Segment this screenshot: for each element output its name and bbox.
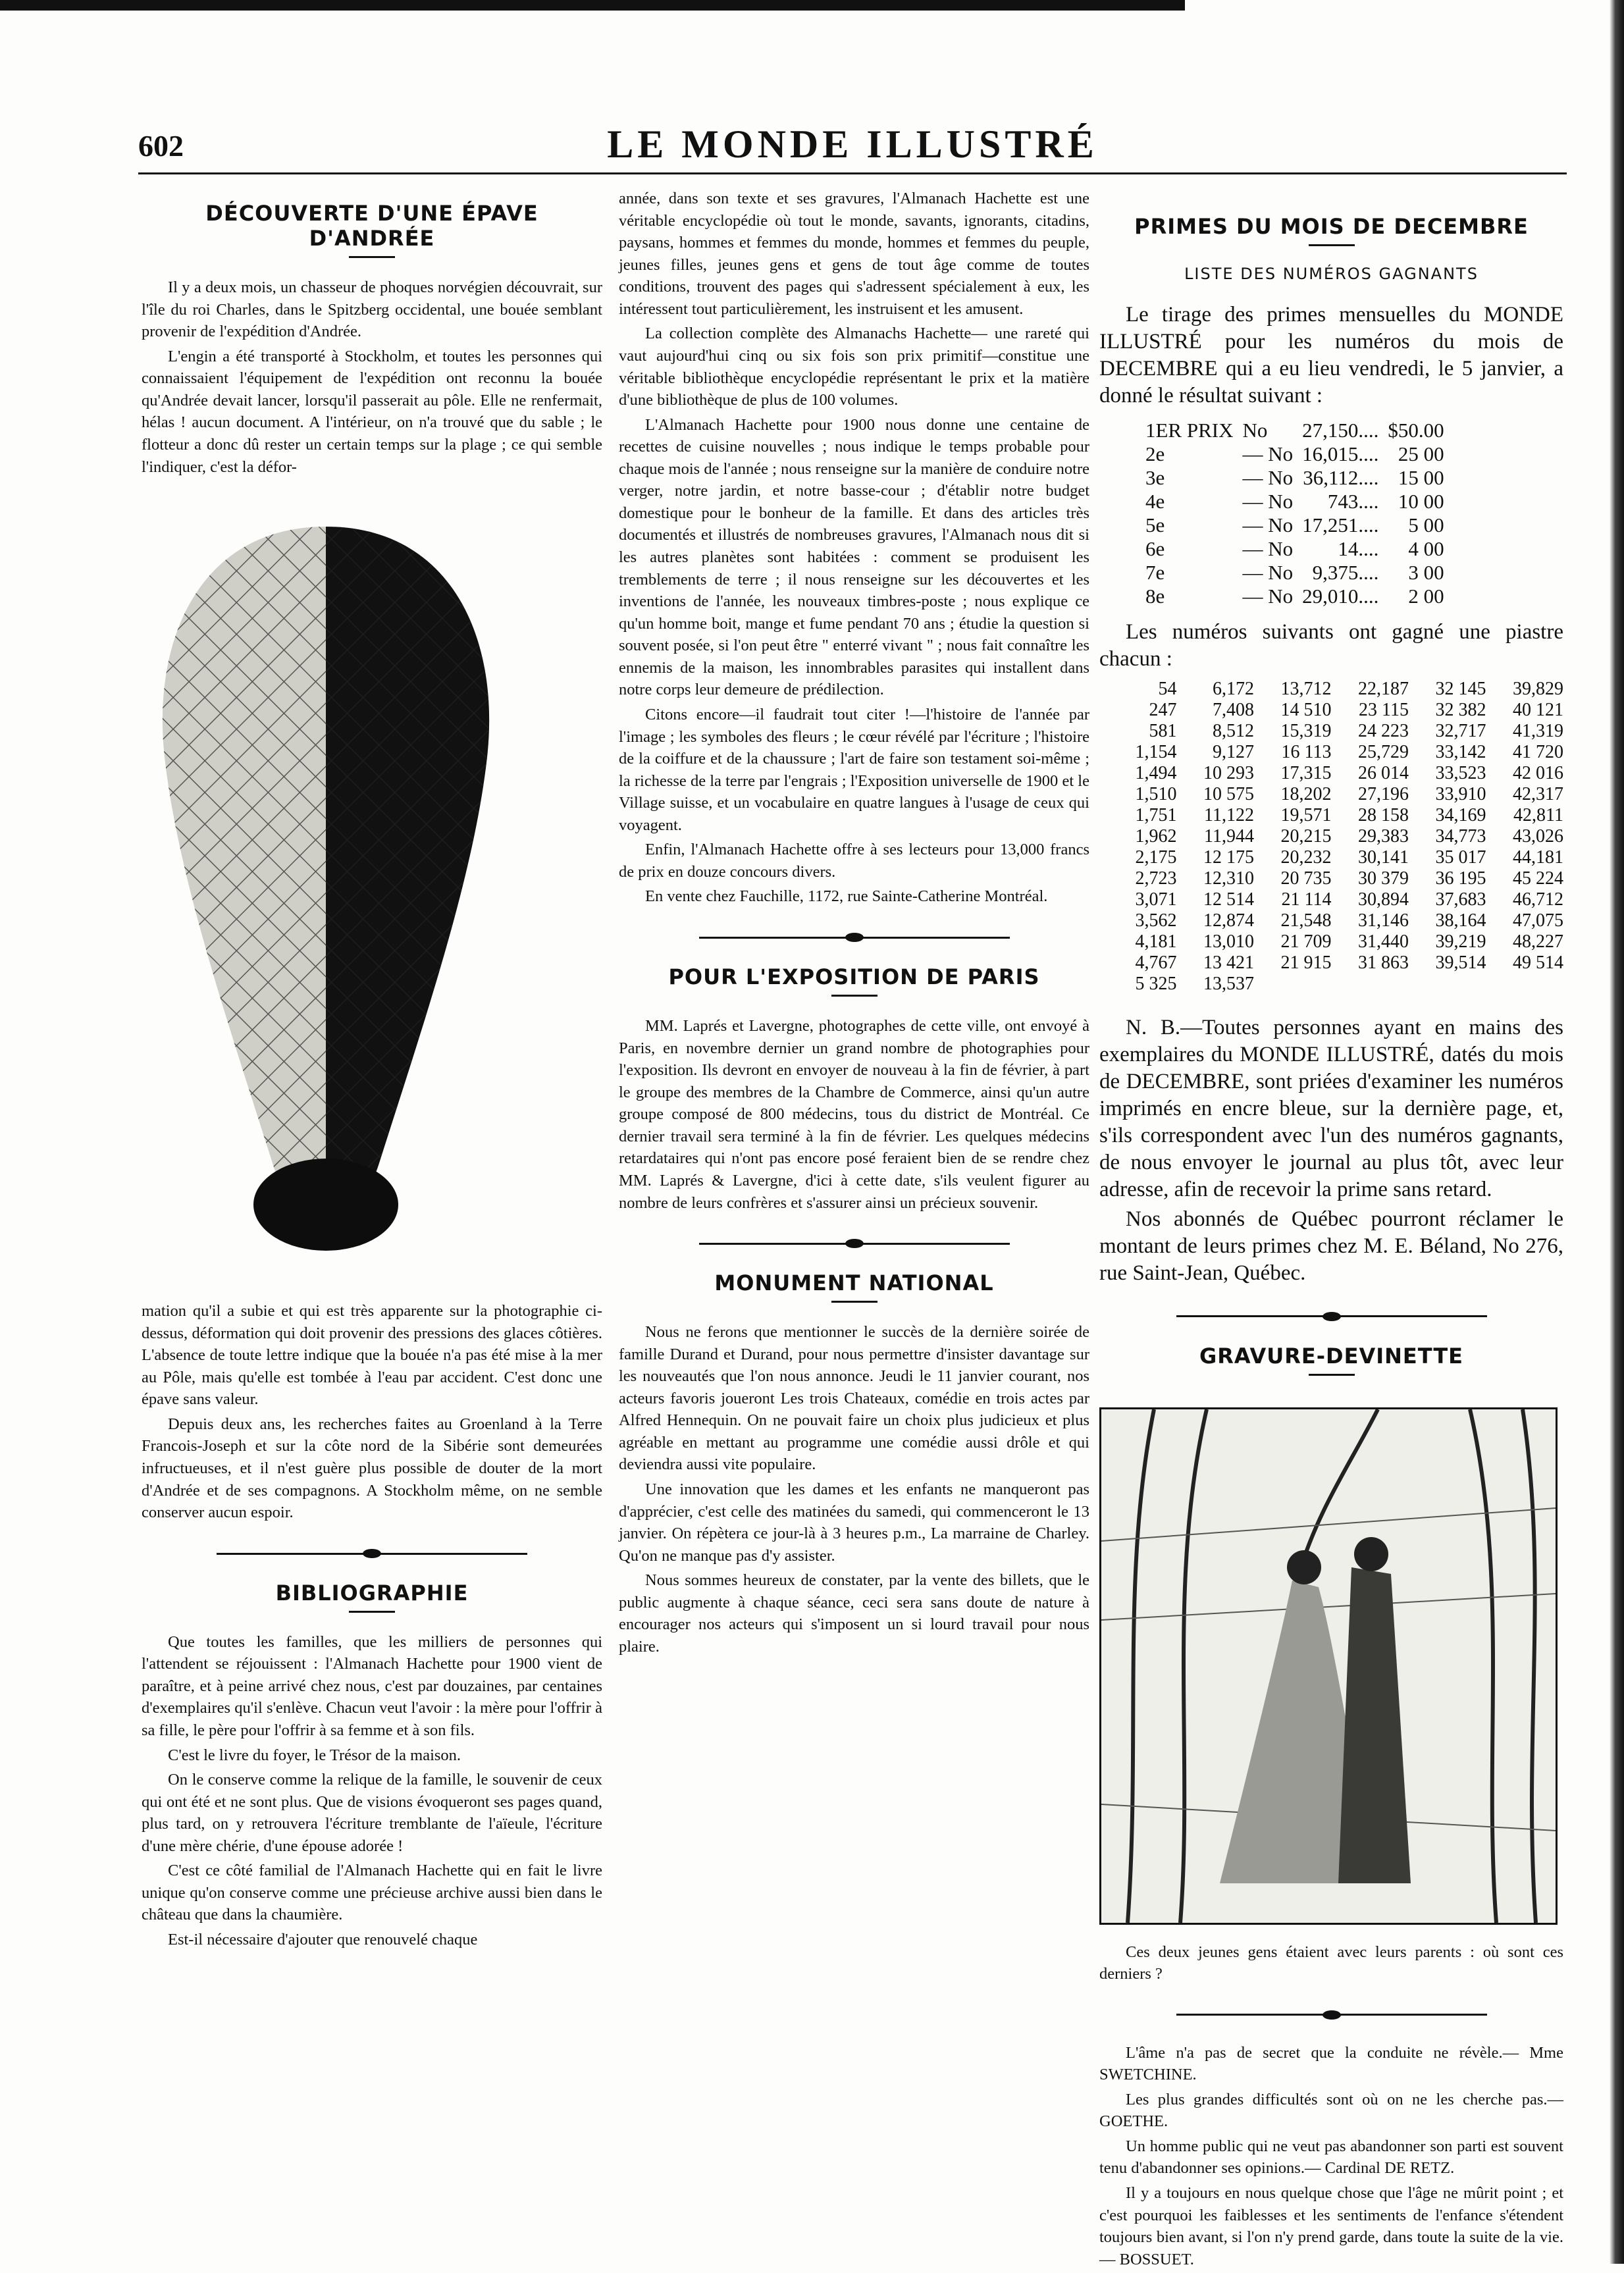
prize-row bbox=[1145, 585, 1454, 608]
prize-cell: 9,375.... bbox=[1312, 560, 1379, 584]
title-rule bbox=[1309, 1374, 1355, 1376]
number-cell: 16 113 bbox=[1281, 742, 1332, 763]
number-cell: 21 915 bbox=[1280, 953, 1332, 974]
number-cell: 2,723 bbox=[1135, 868, 1177, 889]
number-cell: 23 115 bbox=[1359, 700, 1409, 721]
prize-cell: 2e bbox=[1145, 442, 1165, 465]
monument-para: Une innovation que les dames et les enfants ne manqueront pas d'apprécier, c'est celle des matinées du samedi, qui commenceront le 13 janvier. On répètera ce jour-là à 3 heures p.m., La marraine de Charley. Qu'on ne manque pas d'y assister. bbox=[619, 1480, 1089, 1565]
number-cell: 581 bbox=[1149, 721, 1177, 742]
prize-cell: — No bbox=[1242, 489, 1294, 513]
biblio-para: C'est le livre du foyer, le Trésor de la maison. bbox=[168, 1746, 461, 1764]
maxim: Un homme public qui ne veut pas abandonner son parti est souvent tenu d'abandonner ses opinions.— Cardinal DE RETZ. bbox=[1099, 2137, 1563, 2178]
primes-title: PRIMES DU MOIS DE DECEMBRE bbox=[1134, 214, 1529, 239]
primes-intro: Le tirage des primes mensuelles du MONDE ILLUSTRÉ pour les numéros du mois de DECEMBRE qui a eu lieu vendredi, le 5 janvier, a donné le résultat suivant : bbox=[1099, 303, 1563, 407]
number-cell: 43,026 bbox=[1513, 826, 1563, 847]
prize-cell: 6e bbox=[1145, 536, 1165, 560]
number-cell: 33,523 bbox=[1435, 763, 1486, 784]
prize-cell: 36,112.... bbox=[1303, 465, 1379, 489]
monument-title: MONUMENT NATIONAL bbox=[714, 1270, 994, 1296]
number-cell: 1,751 bbox=[1135, 805, 1177, 826]
number-cell: 9,127 bbox=[1213, 742, 1254, 763]
prize-cell: 1ER PRIX bbox=[1145, 418, 1234, 442]
numbers-row bbox=[1099, 784, 1563, 805]
number-cell: 20,215 bbox=[1280, 826, 1332, 847]
prize-cell: 16,015.... bbox=[1302, 442, 1379, 465]
number-cell: 35 017 bbox=[1435, 847, 1486, 868]
number-cell: 24 223 bbox=[1358, 721, 1409, 742]
numbers-row bbox=[1099, 889, 1563, 910]
prize-row bbox=[1145, 537, 1454, 561]
prize-cell: 5e bbox=[1145, 513, 1165, 536]
biblio-cont-para: Enfin, l'Almanach Hachette offre à ses lecteurs pour 13,000 francs de prix en douze concours divers. bbox=[619, 841, 1089, 881]
number-cell: 33,910 bbox=[1435, 784, 1486, 805]
numbers-row bbox=[1099, 805, 1563, 826]
number-cell: 13,712 bbox=[1280, 679, 1332, 700]
number-cell: 10 293 bbox=[1203, 763, 1254, 784]
number-cell: 42,317 bbox=[1513, 784, 1563, 805]
number-cell: 31,146 bbox=[1358, 910, 1409, 931]
prize-row bbox=[1145, 490, 1454, 513]
number-cell: 40 121 bbox=[1513, 700, 1563, 721]
nb-para: Nos abonnés de Québec pourront réclamer le montant de leurs primes chez M. E. Béland, No 276, rue Saint-Jean, Québec. bbox=[1099, 1207, 1563, 1285]
prize-cell: — No bbox=[1242, 536, 1294, 560]
prize-cell: $50.00 bbox=[1388, 418, 1444, 442]
paper-title: LE MONDE ILLUSTRÉ bbox=[607, 122, 1098, 166]
number-cell: 13,010 bbox=[1203, 931, 1254, 953]
column-1 bbox=[142, 188, 602, 1954]
gravure-title: GRAVURE-DEVINETTE bbox=[1199, 1343, 1463, 1369]
andree-para: mation qu'il a subie et qui est très apparente sur la photographie ci-dessus, déformation qui doit provenir des pressions des glaces côtières. L'absence de toute lettre indique que la bouée n'a pas été mise à la mer au Pôle, mais qu'elle est tombée à l'eau par accident. C'est donc une épave sans valeur. bbox=[142, 1302, 602, 1409]
numbers-row bbox=[1099, 742, 1563, 763]
number-cell: 4,767 bbox=[1135, 953, 1177, 974]
number-cell: 41,319 bbox=[1513, 721, 1563, 742]
number-cell: 6,172 bbox=[1213, 679, 1254, 700]
number-cell: 19,571 bbox=[1280, 805, 1332, 826]
maxim: Il y a toujours en nous quelque chose que l'âge ne mûrit point ; et c'est pourquoi les faiblesses et les sentiments de l'enfance s'étendent toujours bien avant, si l'on n'y prend garde, dans toute la suite de la vie.— BOSSUET. bbox=[1099, 2184, 1563, 2268]
numbers-row bbox=[1099, 679, 1563, 700]
number-cell: 1,962 bbox=[1135, 826, 1177, 847]
gravure-caption-wrap bbox=[1099, 1941, 1563, 1985]
prize-cell: — No bbox=[1242, 442, 1294, 465]
number-cell: 21,548 bbox=[1280, 910, 1332, 931]
prize-cell: 10 00 bbox=[1398, 489, 1444, 513]
maxim: Les plus grandes difficultés sont où on ne les cherche pas.—GOETHE. bbox=[1099, 2090, 1563, 2131]
number-cell: 38,164 bbox=[1435, 910, 1486, 931]
title-rule bbox=[349, 1611, 395, 1613]
prize-cell: — No bbox=[1242, 560, 1294, 584]
prize-cell: — No bbox=[1242, 465, 1294, 489]
prize-cell: 4e bbox=[1145, 489, 1165, 513]
ornament-separator bbox=[142, 1548, 602, 1561]
number-cell: 4,181 bbox=[1135, 931, 1177, 953]
number-cell: 12 175 bbox=[1203, 847, 1254, 868]
number-cell: 39,219 bbox=[1435, 931, 1486, 953]
number-cell: 37,683 bbox=[1435, 889, 1486, 910]
biblio-cont-para: En vente chez Fauchille, 1172, rue Sainte-Catherine Montréal. bbox=[645, 887, 1048, 906]
number-cell: 42 016 bbox=[1513, 763, 1563, 784]
number-cell: 30,894 bbox=[1358, 889, 1409, 910]
number-cell: 11,122 bbox=[1204, 805, 1254, 826]
number-cell: 1,510 bbox=[1135, 784, 1177, 805]
winning-numbers-table bbox=[1099, 679, 1563, 995]
monument-para: Nous ne ferons que mentionner le succès de la dernière soirée de famille Durand et Durand, pour nous permettre d'insister davantage sur les nouveautés que l'on nous annonce. Jeudi le 11 janvier courant, nos acteurs favoris joueront Les trois Chateaux, comédie en trois actes par Alfred Hennequin. On ne pouvait faire un choix plus judicieux et plus agréable en mettant au programme une comédie aussi drôle et qui deviendra aussi vite populaire. bbox=[619, 1323, 1089, 1474]
prize-cell: — No bbox=[1242, 513, 1294, 536]
ornament-separator bbox=[1099, 2009, 1563, 2022]
maxim: L'âme n'a pas de secret que la conduite ne révèle.— Mme SWETCHINE. bbox=[1099, 2043, 1563, 2084]
ornament-separator bbox=[619, 1238, 1089, 1251]
number-cell: 21 709 bbox=[1280, 931, 1332, 953]
andree-para: Depuis deux ans, les recherches faites au Groenland à la Terre Francois-Joseph et sur la côte nord de la Sibérie sont demeurées infructueuses, et il n'est guère plus possible de douter de la mort d'Andrée et de ses compagnons. A Stockholm même, on ne semble conserver aucun espoir. bbox=[142, 1415, 602, 1522]
number-cell: 17,315 bbox=[1280, 763, 1332, 784]
numbers-row bbox=[1099, 910, 1563, 931]
numbers-row bbox=[1099, 721, 1563, 742]
number-cell: 7,408 bbox=[1213, 700, 1254, 721]
prize-cell: 743.... bbox=[1327, 489, 1379, 513]
prize-cell: 7e bbox=[1145, 560, 1165, 584]
biblio-cont-para: année, dans son texte et ses gravures, l'Almanach Hachette est une véritable encyclopédie où tout le monde, savants, ignorants, citadins, paysans, hommes et femmes du monde, hommes et femmes du peuple, jeunes filles, jeunes gens et gens de tout âge comme de toutes conditions, trouvent des pages qui s'adressent spécialement à eux, les intéressent tout particulièrement, les instruisent et les amusent. bbox=[619, 190, 1089, 318]
biblio-para: Est-il nécessaire d'ajouter que renouvelé chaque bbox=[168, 1931, 478, 1948]
number-cell: 22,187 bbox=[1358, 679, 1409, 700]
title-rule bbox=[831, 1301, 877, 1303]
number-cell: 15,319 bbox=[1280, 721, 1332, 742]
prize-cell: 29,010.... bbox=[1302, 584, 1379, 608]
number-cell: 45 224 bbox=[1513, 868, 1563, 889]
number-cell: 46,712 bbox=[1513, 889, 1563, 910]
prize-row bbox=[1145, 442, 1454, 466]
numbers-row bbox=[1099, 763, 1563, 784]
number-cell: 3,071 bbox=[1135, 889, 1177, 910]
number-cell: 11,944 bbox=[1204, 826, 1254, 847]
andree-para: L'engin a été transporté à Stockholm, et toutes les personnes qui connaissaient l'équipement de l'expédition ont reconnu la bouée qu'Andrée devait lancer, lorsqu'il passerait au pôle. Elle ne renfermait, hélas ! aucun document. A l'intérieur, on n'a trouvé que du sable ; le flotteur a donc dû rester un certain temps sur la plage ; ce qui semble l'indiquer, c'est la défor- bbox=[142, 347, 602, 476]
number-cell: 1,494 bbox=[1135, 763, 1177, 784]
numbers-row bbox=[1099, 826, 1563, 847]
prize-table bbox=[1145, 419, 1454, 608]
biblio-cont-para: La collection complète des Almanachs Hachette— une rareté qui vaut aujourd'hui cinq ou six fois son prix primitif—constitue une véritable bibliothèque encyclopédie représentant le prix et la matière d'une bibliothèque de plus de 100 volumes. bbox=[619, 325, 1089, 409]
biblio-cont-para: Citons encore—il faudrait tout citer !—l'histoire de l'année par l'image ; les symboles des fleurs ; le cœur révélé par l'écriture ; l'histoire de la coiffure et de la chaussure ; l'art de faire son testament soi-même ; la richesse de la terre par l'engrais ; l'Exposition universelle de 1900 et le Village suisse, et un vocabulaire en quatre langues à l'usage de ceux qui voyagent. bbox=[619, 705, 1089, 834]
number-cell bbox=[1409, 974, 1486, 995]
prize-cell: 5 00 bbox=[1408, 513, 1444, 536]
number-cell: 41 720 bbox=[1513, 742, 1563, 763]
number-cell: 44,181 bbox=[1513, 847, 1563, 868]
number-cell: 31 863 bbox=[1358, 953, 1409, 974]
prize-cell: 25 00 bbox=[1398, 442, 1444, 465]
expo-para: MM. Laprés et Lavergne, photographes de cette ville, ont envoyé à Paris, en novembre dernier un grand nombre de photographies pour l'exposition. Ils devront en envoyer de nouveau à la fin de février, à part le groupe des membres de la Chambre de Commerce, ainsi qu'un autre groupe composé de 800 médecins, tous du district de Montréal. Ce dernier travail sera terminé à la fin de février. Les quelques médecins retardataires qui n'ont pas encore posé feraient bien de se rendre chez MM. Laprés & Lavergne, d'ici à cette date, s'ils veulent figurer au nombre de leurs confrères et s'assurer ainsi un précieux souvenir. bbox=[619, 1017, 1089, 1212]
number-cell: 12 514 bbox=[1203, 889, 1254, 910]
biblio-para: On le conserve comme la relique de la famille, le souvenir de ceux qui ont été et ne sont plus. Que de visions évoqueront ses pages quand, plus tard, on y retrouvera l'écriture tremblante de l'aïeule, l'écriture d'une mère chérie, d'une épouse adorée ! bbox=[142, 1771, 602, 1855]
number-cell: 36 195 bbox=[1435, 868, 1486, 889]
prize-row bbox=[1145, 513, 1454, 537]
andree-para: Il y a deux mois, un chasseur de phoques norvégien découvrait, sur l'île du roi Charles, dans le Spitzberg occidental, une bouée semblant provenir de l'expédition d'Andrée. bbox=[142, 278, 602, 341]
number-cell: 39,514 bbox=[1435, 953, 1486, 974]
number-cell: 26 014 bbox=[1358, 763, 1409, 784]
prize-row bbox=[1145, 419, 1454, 442]
prize-row bbox=[1145, 466, 1454, 490]
number-cell: 8,512 bbox=[1213, 721, 1254, 742]
number-cell: 33,142 bbox=[1435, 742, 1486, 763]
number-cell: 5 325 bbox=[1135, 974, 1177, 995]
number-cell: 49 514 bbox=[1513, 953, 1563, 974]
andree-title: DÉCOUVERTE D'UNE ÉPAVE D'ANDRÉE bbox=[205, 201, 538, 251]
title-rule bbox=[349, 256, 395, 258]
column-3 bbox=[1099, 188, 1563, 2273]
number-cell: 25,729 bbox=[1358, 742, 1409, 763]
number-cell: 31,440 bbox=[1358, 931, 1409, 953]
number-cell: 1,154 bbox=[1135, 742, 1177, 763]
number-cell bbox=[1254, 974, 1332, 995]
number-cell bbox=[1332, 974, 1409, 995]
page-edge-shadow bbox=[1610, 0, 1624, 2264]
number-cell: 13 421 bbox=[1203, 953, 1254, 974]
number-cell: 13,537 bbox=[1203, 974, 1254, 995]
prize-cell: 17,251.... bbox=[1302, 513, 1379, 536]
primes-subtitle: LISTE DES NUMÉROS GAGNANTS bbox=[1184, 265, 1479, 283]
number-cell: 12,874 bbox=[1203, 910, 1254, 931]
number-cell: 21 114 bbox=[1281, 889, 1332, 910]
biblio-para: C'est ce côté familial de l'Almanach Hachette qui en fait le livre unique qu'on conserve comme une précieuse archive aussi bien dans le château que dans la chaumière. bbox=[142, 1862, 602, 1924]
prize-cell: 3e bbox=[1145, 465, 1165, 489]
number-cell: 3,562 bbox=[1135, 910, 1177, 931]
number-cell: 48,227 bbox=[1513, 931, 1563, 953]
prize-cell: 4 00 bbox=[1408, 536, 1444, 560]
prize-cell: — No bbox=[1242, 584, 1294, 608]
header-rule bbox=[138, 172, 1567, 174]
number-cell: 34,169 bbox=[1435, 805, 1486, 826]
prize-cell: 8e bbox=[1145, 584, 1165, 608]
number-cell: 247 bbox=[1149, 700, 1177, 721]
title-rule bbox=[1309, 244, 1355, 246]
prize-cell: No bbox=[1242, 418, 1268, 442]
monument-para: Nous sommes heureux de constater, par la vente des billets, que le public augmente à chaque séance, ceci sera sans doute de nature à encourager nos acteurs qui s'imposent un si lourd travail pour nous plaire. bbox=[619, 1571, 1089, 1656]
prize-cell: 2 00 bbox=[1408, 584, 1444, 608]
prize-cell: 15 00 bbox=[1398, 465, 1444, 489]
number-cell: 12,310 bbox=[1203, 868, 1254, 889]
number-cell: 34,773 bbox=[1435, 826, 1486, 847]
number-cell: 47,075 bbox=[1513, 910, 1563, 931]
number-cell: 30,141 bbox=[1358, 847, 1409, 868]
nb-para: N. B.—Toutes personnes ayant en mains des exemplaires du MONDE ILLUSTRÉ, datés du mois de DECEMBRE, sont priées d'examiner les numéros imprimés en encre bleue, sur la dernière page, et, s'ils correspondent avec l'un des numéros gagnants, de nous envoyer le journal au plus tôt, avec leur adresse, afin de recevoir la prime sans retard. bbox=[1099, 1016, 1563, 1201]
number-cell: 14 510 bbox=[1280, 700, 1332, 721]
number-cell: 10 575 bbox=[1203, 784, 1254, 805]
exposition-title: POUR L'EXPOSITION DE PARIS bbox=[668, 964, 1040, 989]
ornament-separator bbox=[619, 931, 1089, 945]
prize-cell: 14.... bbox=[1338, 536, 1379, 560]
number-cell: 32 145 bbox=[1435, 679, 1486, 700]
gravure-caption: Ces deux jeunes gens étaient avec leurs parents : où sont ces derniers ? bbox=[1099, 1943, 1563, 1983]
number-cell: 29,383 bbox=[1358, 826, 1409, 847]
biblio-cont-para: L'Almanach Hachette pour 1900 nous donne une centaine de recettes de cuisine nouvelles ; nous indique le temps probable pour chaque mois de l'année ; nous renseigne sur la manière de conduire notre verger, notre jardin, et notre basse-cour ; d'établir notre budget domestique pour le bonheur de la famille. Et dans des articles très documentés et illustrés de nombreuses gravures, l'Almanach nous dit si les autres planètes sont habitées : comment se produisent les tremblements de terre ; il nous renseigne sur les découvertes et les inventions de l'année, les nouveaux timbres-poste ; nous explique ce qu'un homme boit, mange et fume pendant 70 ans ; étudie la question si souvent posée, si l'on peut être " enterré vivant " ; nous fait connaître les ennemis de la maison, les innombrables parasites qui installent dans notre corps leur demeure de prédilection. bbox=[619, 415, 1089, 699]
biblio-para: Que toutes les familles, que les milliers de personnes qui l'attendent se réjouissent : l'Almanach Hachette pour 1900 vient de paraître, et à peine arrivé chez nous, c'est par douzaines, par centaines d'exemplaires qu'il s'enlève. Chacun veut l'avoir : la mère pour l'offrir à sa fille, le père pour l'offrir à sa femme et à son fils. bbox=[142, 1633, 602, 1739]
number-cell: 2,175 bbox=[1135, 847, 1177, 868]
prize-cell: 3 00 bbox=[1408, 560, 1444, 584]
top-print-bar bbox=[0, 0, 1185, 11]
number-cell: 32,717 bbox=[1435, 721, 1486, 742]
numbers-row bbox=[1099, 847, 1563, 868]
page-number: 602 bbox=[138, 129, 184, 163]
number-cell: 18,202 bbox=[1280, 784, 1332, 805]
prize-cell: 27,150.... bbox=[1302, 418, 1379, 442]
puzzle-engraving bbox=[1099, 1407, 1558, 1925]
number-cell: 30 379 bbox=[1358, 868, 1409, 889]
numbers-row bbox=[1099, 974, 1563, 995]
number-cell: 28 158 bbox=[1358, 805, 1409, 826]
numbers-row bbox=[1099, 953, 1563, 974]
number-cell: 42,811 bbox=[1513, 805, 1563, 826]
numbers-row bbox=[1099, 931, 1563, 953]
buoy-photograph bbox=[142, 507, 510, 1277]
title-rule bbox=[831, 995, 877, 997]
number-cell: 32 382 bbox=[1435, 700, 1486, 721]
bibliographie-title: BIBLIOGRAPHIE bbox=[275, 1580, 469, 1606]
numbers-row bbox=[1099, 868, 1563, 889]
numbers-row bbox=[1099, 700, 1563, 721]
number-cell: 27,196 bbox=[1358, 784, 1409, 805]
column-2 bbox=[619, 188, 1089, 1661]
number-cell bbox=[1486, 974, 1564, 995]
prize-row bbox=[1145, 561, 1454, 585]
page-header bbox=[138, 122, 1567, 174]
number-cell: 39,829 bbox=[1513, 679, 1563, 700]
piastre-intro: Les numéros suivants ont gagné une piastre chacun : bbox=[1099, 619, 1563, 671]
number-cell: 20 735 bbox=[1280, 868, 1332, 889]
ornament-separator bbox=[1099, 1311, 1563, 1324]
number-cell: 54 bbox=[1158, 679, 1177, 700]
number-cell: 20,232 bbox=[1280, 847, 1332, 868]
